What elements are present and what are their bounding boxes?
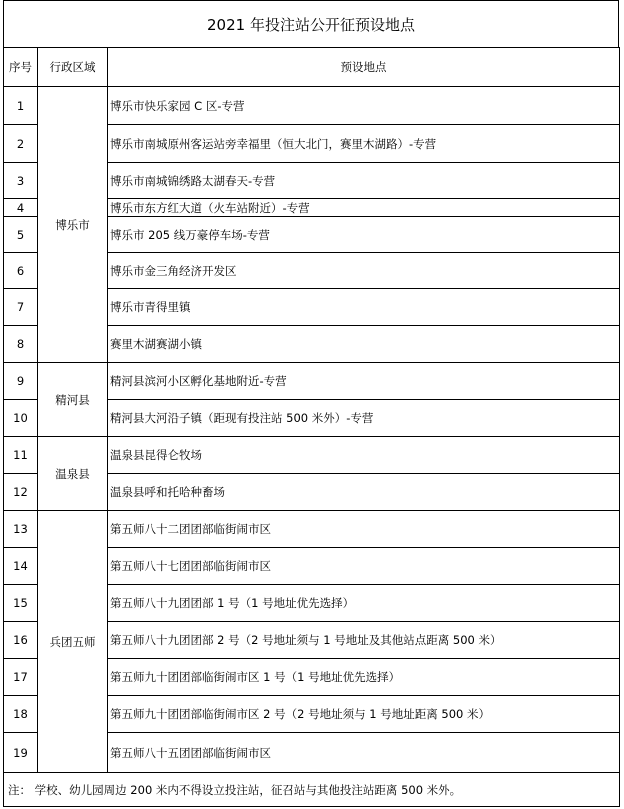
- note-row: [4, 773, 620, 807]
- row-seq: 9: [4, 363, 38, 400]
- row-seq: 18: [4, 696, 38, 733]
- row-seq: 10: [4, 400, 38, 437]
- row-location: 博乐市青得里镇: [108, 289, 620, 326]
- locations-table: [3, 47, 620, 807]
- table-body: [4, 87, 620, 807]
- table-row: [4, 437, 620, 474]
- row-seq: 17: [4, 659, 38, 696]
- header-location: 预设地点: [108, 48, 620, 87]
- table-row: [4, 363, 620, 400]
- row-location: 博乐市南城原州客运站旁幸福里（恒大北门，赛里木湖路）-专营: [108, 125, 620, 163]
- row-seq: 2: [4, 125, 38, 163]
- row-seq: 15: [4, 585, 38, 622]
- row-seq: 1: [4, 87, 38, 125]
- row-location: 博乐市 205 线万豪停车场-专营: [108, 217, 620, 253]
- row-seq: 4: [4, 199, 38, 217]
- row-seq: 14: [4, 548, 38, 585]
- row-location: 第五师八十七团团部临街闹市区: [108, 548, 620, 585]
- row-location: 博乐市金三角经济开发区: [108, 253, 620, 289]
- table-row: [4, 511, 620, 548]
- row-region: 兵团五师: [38, 511, 108, 773]
- row-region: 温泉县: [38, 437, 108, 511]
- row-seq: 13: [4, 511, 38, 548]
- row-seq: 7: [4, 289, 38, 326]
- header-seq: 序号: [4, 48, 38, 87]
- table-header-row: [4, 48, 620, 87]
- row-seq: 12: [4, 474, 38, 511]
- header-region: 行政区域: [38, 48, 108, 87]
- table-note: 注： 学校、幼儿园周边 200 米内不得设立投注站，征召站与其他投注站距离 500 米外。: [4, 773, 620, 807]
- row-seq: 19: [4, 733, 38, 773]
- row-location: 温泉县呼和托哈种畜场: [108, 474, 620, 511]
- row-seq: 16: [4, 622, 38, 659]
- row-location: 博乐市南城锦绣路太湖春天-专营: [108, 163, 620, 199]
- row-location: 博乐市快乐家园 C 区-专营: [108, 87, 620, 125]
- row-location: 第五师八十九团团部 1 号（1 号地址优先选择）: [108, 585, 620, 622]
- row-seq: 11: [4, 437, 38, 474]
- row-location: 精河县滨河小区孵化基地附近-专营: [108, 363, 620, 400]
- row-location: 精河县大河沿子镇（距现有投注站 500 米外）-专营: [108, 400, 620, 437]
- row-seq: 3: [4, 163, 38, 199]
- row-seq: 8: [4, 326, 38, 363]
- row-region: 精河县: [38, 363, 108, 437]
- document-title: 2021 年投注站公开征预设地点: [3, 0, 619, 47]
- row-seq: 6: [4, 253, 38, 289]
- row-region: 博乐市: [38, 87, 108, 363]
- table-row: [4, 87, 620, 125]
- row-location: 博乐市东方红大道（火车站附近）-专营: [108, 199, 620, 217]
- row-location: 第五师八十九团团部 2 号（2 号地址须与 1 号地址及其他站点距离 500 米）: [108, 622, 620, 659]
- row-location: 温泉县昆得仑牧场: [108, 437, 620, 474]
- row-location: 赛里木湖赛湖小镇: [108, 326, 620, 363]
- row-location: 第五师九十团团部临街闹市区 1 号（1 号地址优先选择）: [108, 659, 620, 696]
- row-location: 第五师八十五团团部临街闹市区: [108, 733, 620, 773]
- row-seq: 5: [4, 217, 38, 253]
- row-location: 第五师九十团团部临街闹市区 2 号（2 号地址须与 1 号地址距离 500 米）: [108, 696, 620, 733]
- row-location: 第五师八十二团团部临街闹市区: [108, 511, 620, 548]
